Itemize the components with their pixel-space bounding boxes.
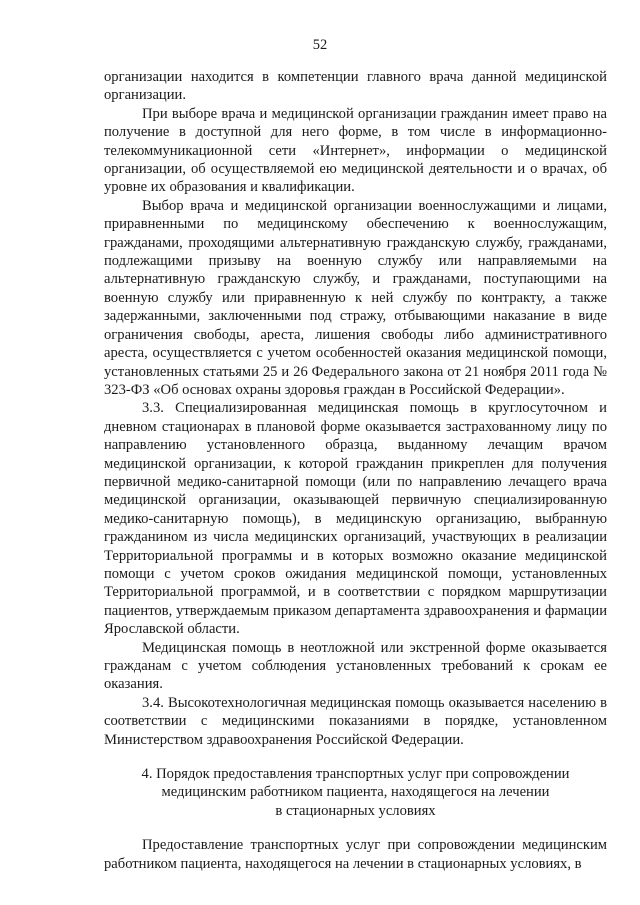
paragraph-3-4-high-tech-care: 3.4. Высокотехнологичная медицинская помощь оказывается населению в соответствии с медицинскими показаниями в порядке, установленном Министерством здравоохранения Российской Федерации. [104, 694, 607, 748]
section-4-heading [104, 765, 607, 820]
section-heading-line: в стационарных условиях [275, 802, 436, 819]
document-body [104, 68, 607, 873]
paragraph-transport-services: Предоставление транспортных услуг при сопровождении медицинским работником пациента, находящегося на лечении в стационарных условиях, в [104, 837, 607, 872]
paragraph-continuation: организации находится в компетенции главного врача данной медицинской организации. [104, 69, 607, 104]
paragraph-doctor-choice-info: При выборе врача и медицинской организации гражданин имеет право на получение в доступной для него форме, в том числе в информационно-телекоммуникационной сети «Интернет», информации о медицинской организации, об осуществляемой ею медицинской деятельности и о врачах, об уровне их образования и квалификации. [104, 105, 607, 196]
section-heading-line: медицинским работником пациента, находящегося на лечении [161, 784, 550, 801]
page-number: 52 [312, 37, 328, 53]
paragraph-military-choice: Выбор врача и медицинской организации военнослужащими и лицами, приравненными по медицинскому обеспечению к военнослужащим, гражданами, проходящими альтернативную гражданскую службу, гражданами, подлежащими призыву на военную службу или направляемыми на альтернативную гражданскую службу, и гражданами, поступающими на военную службу или приравненную к ней службу по контракту, а также задержанными, заключенными под стражу, отбывающими наказание в виде ограничения свободы, ареста, лишения свободы либо административного ареста, осуществляется с учетом особенностей оказания медицинской помощи, установленных статьями 25 и 26 Федерального закона от 21 ноября 2011 года № 323-ФЗ «Об основах охраны здоровья граждан в Российской Федерации». [104, 197, 607, 398]
paragraph-3-3-specialized-care: 3.3. Специализированная медицинская помощь в круглосуточном и дневном стационарах в плановой форме оказывается застрахованному лицу по направлению установленного образца, выданному лечащим врачом медицинской организации, к которой гражданин прикреплен для получения первичной медико-санитарной помощи (или по направлению лечащего врача медицинской организации, оказывающей первичную специализированную медико-санитарную помощь), в медицинскую организацию, выбранную гражданином из числа медицинских организаций, участвующих в реализации Территориальной программы и в которых возможно оказание медицинской помощи с учетом сроков ожидания медицинской помощи, установленных Территориальной программой, и в соответствии с порядком маршрутизации пациентов, утверждаемым приказом департамента здравоохранения и фармации Ярославской области. [104, 400, 607, 638]
section-heading-line: 4. Порядок предоставления транспортных услуг при сопровождении [141, 766, 570, 783]
paragraph-emergency-care: Медицинская помощь в неотложной или экстренной форме оказывается гражданам с учетом соблюдения установленных требований к срокам ее оказания. [104, 639, 607, 693]
